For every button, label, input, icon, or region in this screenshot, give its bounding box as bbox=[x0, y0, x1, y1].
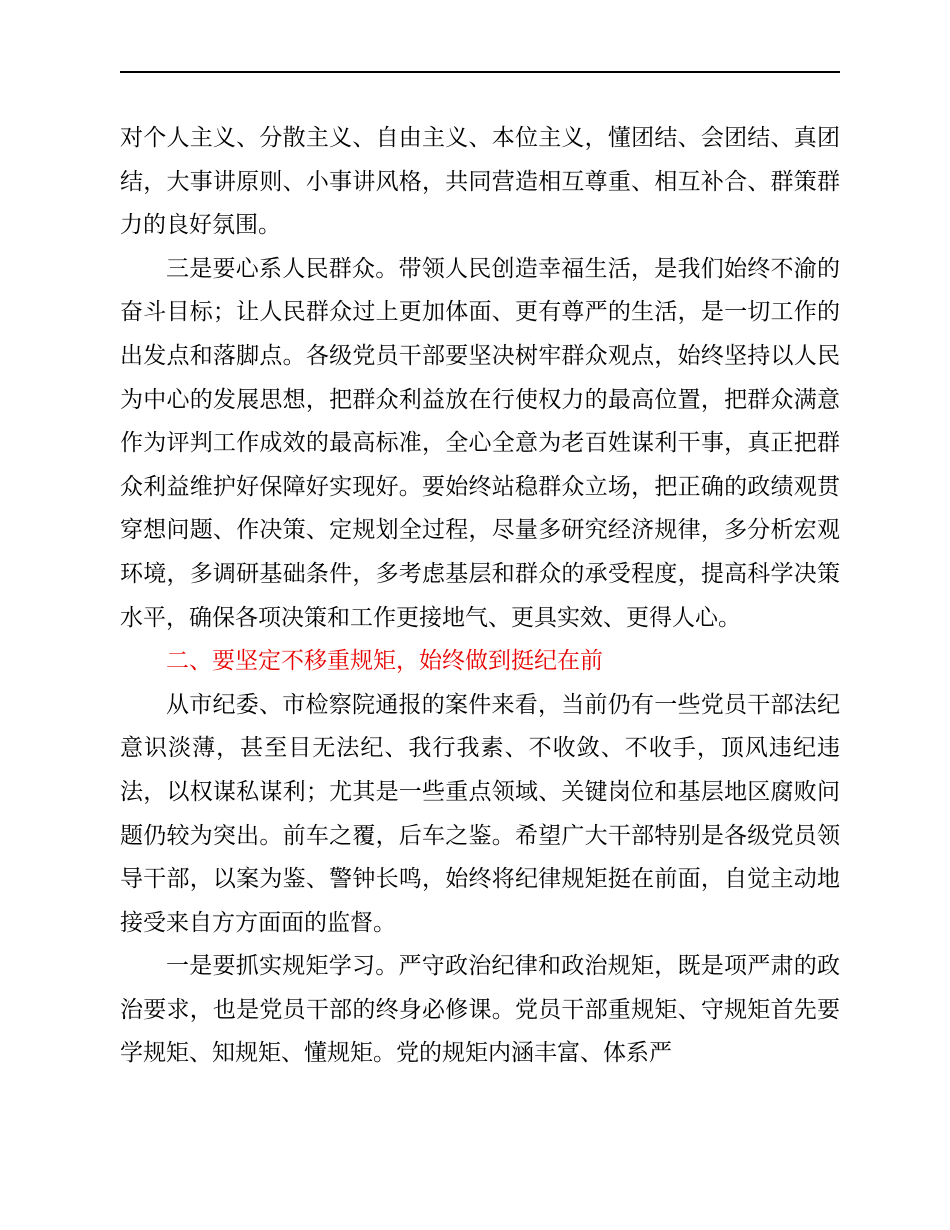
paragraph-rule-study: 一是要抓实规矩学习。严守政治纪律和政治规矩，既是项严肃的政治要求，也是党员干部的终身必修课。党员干部重规矩、守规矩首先要学规矩、知规矩、懂规矩。党的规矩内涵丰富、体系严 bbox=[120, 953, 840, 1067]
header-rule bbox=[120, 71, 840, 73]
paragraph-continuation: 对个人主义、分散主义、自由主义、本位主义，懂团结、会团结、真团结，大事讲原则、小事讲风格，共同营造相互尊重、相互补合、群策群力的良好氛围。 bbox=[120, 125, 840, 239]
document-body bbox=[120, 117, 840, 1076]
section-heading: 二、要坚定不移重规矩，始终做到挺纪在前 bbox=[166, 648, 603, 675]
paragraph-discipline-cases: 从市纪委、市检察院通报的案件来看，当前仍有一些党员干部法纪意识淡薄，甚至目无法纪、我行我素、不收敛、不收手，顶风违纪违法，以权谋私谋利；尤其是一些重点领域、关键岗位和基层地区腐败问题仍较为突出。前车之覆，后车之鉴。希望广大干部特别是各级党员领导干部，以案为鉴、警钟长鸣，始终将纪律规矩挺在前面，自觉主动地接受来自方方面面的监督。 bbox=[120, 691, 840, 936]
paragraph-serve-the-people: 三是要心系人民群众。带领人民创造幸福生活，是我们始终不渝的奋斗目标；让人民群众过上更加体面、更有尊严的生活，是一切工作的出发点和落脚点。各级党员干部要坚决树牢群众观点，始终坚持以人民为中心的发展思想，把群众利益放在行使权力的最高位置，把群众满意作为评判工作成效的最高标准，全心全意为老百姓谋利干事，真正把群众利益维护好保障好实现好。要始终站稳群众立场，把正确的政绩观贯穿想问题、作决策、定规划全过程，尽量多研究经济规律，多分析宏观环境，多调研基础条件，多考虑基层和群众的承受程度，提高科学决策水平，确保各项决策和工作更接地气、更具实效、更得人心。 bbox=[120, 255, 840, 631]
